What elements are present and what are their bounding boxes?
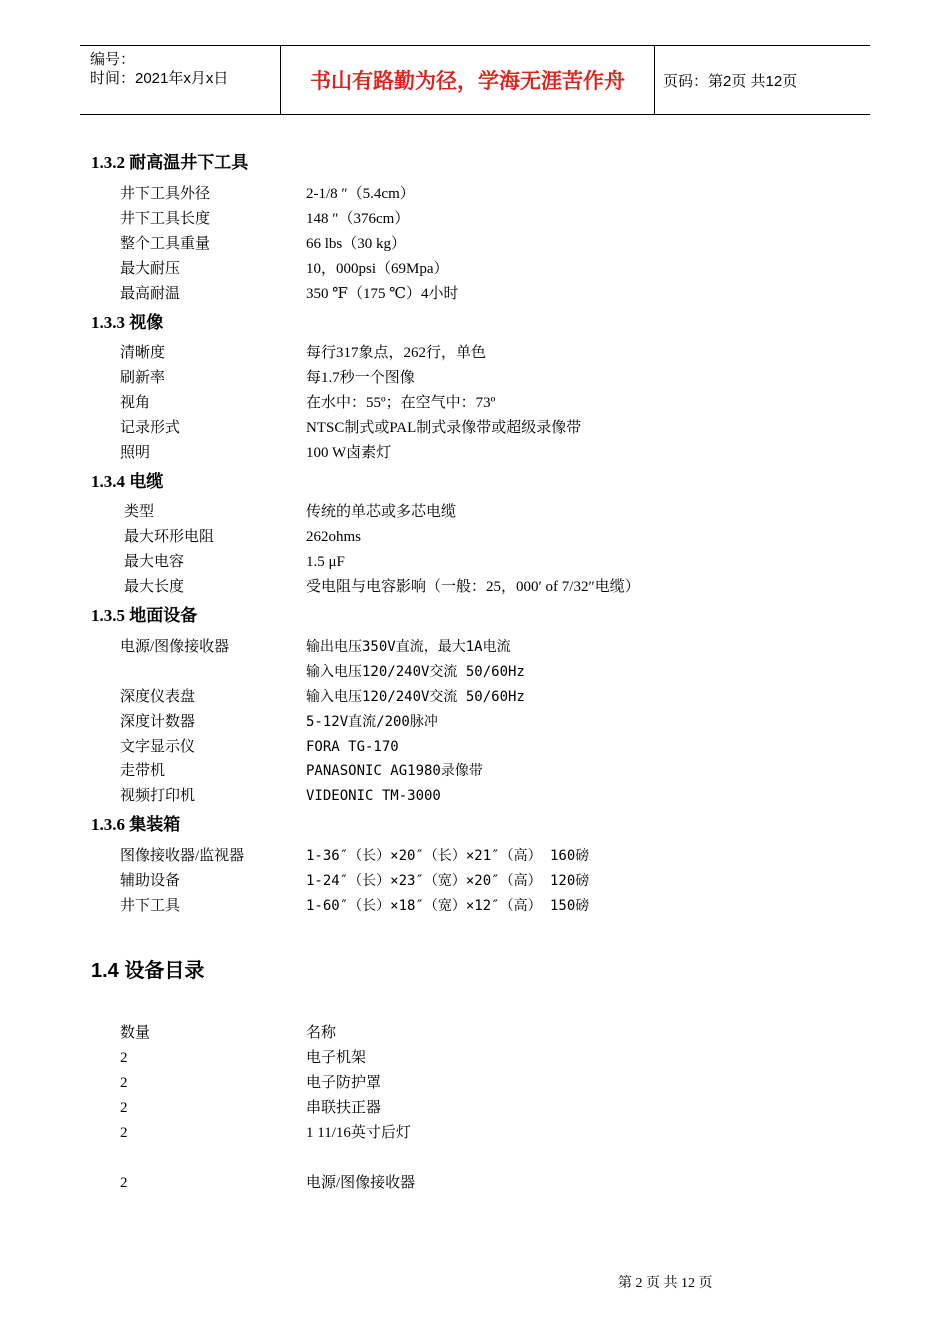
header-meta [80, 46, 281, 114]
equipment-name: 电源/图像接收器 [306, 1175, 416, 1191]
section-title-1-3-5: 1.3.5 地面设备 [91, 606, 198, 625]
spec-value: 262ohms [306, 529, 362, 545]
spec-label: 深度计数器 [120, 714, 196, 730]
column-header-name: 名称 [306, 1025, 337, 1041]
spec-row [120, 233, 840, 255]
spec-label: 最大环形电阻 [124, 529, 215, 545]
spec-row [124, 526, 844, 548]
spec-label: 井下工具 [120, 898, 181, 914]
spec-label: 井下工具外径 [120, 186, 211, 202]
spec-row [120, 870, 840, 892]
equipment-qty: 2 [120, 1050, 128, 1066]
spec-value: 1-36″（长）×20″（长）×21″（高） 160磅 [306, 848, 590, 864]
spec-row [120, 183, 840, 205]
spec-label: 类型 [124, 504, 155, 520]
section-title-1-3-2: 1.3.2 耐高温井下工具 [91, 153, 249, 172]
spec-value: 输入电压120/240V交流 50/60Hz [306, 664, 525, 680]
spec-label: 走带机 [120, 763, 166, 779]
spec-row [120, 636, 840, 658]
spec-row [120, 895, 840, 917]
spec-value: 传统的单芯或多芯电缆 [306, 504, 457, 520]
spec-row [120, 342, 840, 364]
section-title-1-3-4: 1.3.4 电缆 [91, 472, 164, 491]
spec-label: 刷新率 [120, 370, 166, 386]
spec-label: 清晰度 [120, 345, 166, 361]
spec-label: 最大长度 [124, 579, 185, 595]
equipment-row [120, 1072, 840, 1094]
column-header-qty: 数量 [120, 1025, 151, 1041]
spec-row [120, 785, 840, 807]
spec-value: 每1.7秒一个图像 [306, 370, 415, 386]
spec-row [120, 736, 840, 758]
spec-row [124, 551, 844, 573]
spec-row [124, 576, 844, 598]
spec-row [120, 760, 840, 782]
spec-row [120, 711, 840, 733]
page-footer: 第 2 页 共 12 页 [618, 1276, 713, 1291]
equipment-name: 电子防护罩 [306, 1075, 382, 1091]
number-label: 编号： [90, 51, 136, 68]
spec-row [120, 283, 840, 305]
spec-row [120, 442, 840, 464]
spec-value: 输出电压350V直流，最大1A电流 [306, 639, 511, 655]
spec-value: 受电阻与电容影响（一般：25，000′ of 7/32″电缆） [306, 579, 640, 595]
equipment-qty: 2 [120, 1125, 128, 1141]
header-motto: 书山有路勤为径，学海无涯苦作舟 [281, 46, 655, 114]
spec-label: 整个工具重量 [120, 236, 211, 252]
spec-label: 最高耐温 [120, 286, 181, 302]
spec-row [120, 258, 840, 280]
equipment-header-row [120, 1022, 840, 1044]
spec-value: 1.5 μF [306, 554, 345, 570]
spec-value: 100 W卤素灯 [306, 445, 392, 461]
spec-value: 1-24″（长）×23″（宽）×20″（高） 120磅 [306, 873, 590, 889]
header-page-info: 页码：第2页 共12页 [663, 72, 798, 90]
spec-row [120, 208, 840, 230]
spec-value: 148 ″（376cm） [306, 211, 410, 227]
spec-row [120, 417, 840, 439]
spec-label: 电源/图像接收器 [120, 639, 230, 655]
spec-label: 照明 [120, 445, 151, 461]
spec-value: 350 ℉（175 ℃）4小时 [306, 286, 459, 302]
section-title-1-3-3: 1.3.3 视像 [91, 313, 164, 332]
equipment-row [120, 1172, 840, 1194]
equipment-name: 串联扶正器 [306, 1100, 382, 1116]
equipment-row [120, 1097, 840, 1119]
spec-row [120, 661, 840, 683]
spec-value: 1-60″（长）×18″（宽）×12″（高） 150磅 [306, 898, 590, 914]
spec-value: 每行317象点，262行，单色 [306, 345, 487, 361]
spec-value: 66 lbs（30 kg） [306, 236, 407, 252]
equipment-name: 电子机架 [306, 1050, 367, 1066]
spec-row [120, 686, 840, 708]
spec-label: 记录形式 [120, 420, 181, 436]
section-title-1-3-6: 1.3.6 集装箱 [91, 815, 181, 834]
spec-label: 深度仪表盘 [120, 689, 196, 705]
spec-row [120, 367, 840, 389]
spec-value: PANASONIC AG1980录像带 [306, 763, 483, 779]
spec-label: 文字显示仪 [120, 739, 196, 755]
spec-value: 2-1/8 ″（5.4cm） [306, 186, 415, 202]
section-title-1-4: 1.4 设备目录 [91, 960, 205, 982]
spec-row [120, 392, 840, 414]
spec-label: 图像接收器/监视器 [120, 848, 245, 864]
time-label: 时间：2021年x月x日 [90, 70, 229, 87]
spec-label: 最大电容 [124, 554, 185, 570]
spec-label: 辅助设备 [120, 873, 181, 889]
spec-row [120, 845, 840, 867]
spec-value: 5-12V直流/200脉冲 [306, 714, 438, 730]
spec-value: 10，000psi（69Mpa） [306, 261, 449, 277]
equipment-qty: 2 [120, 1175, 128, 1191]
equipment-qty: 2 [120, 1100, 128, 1116]
equipment-name: 1 11/16英寸后灯 [306, 1125, 411, 1141]
spec-label: 视频打印机 [120, 788, 196, 804]
spec-label: 井下工具长度 [120, 211, 211, 227]
spec-row [124, 501, 844, 523]
spec-value: NTSC制式或PAL制式录像带或超级录像带 [306, 420, 582, 436]
spec-value: VIDEONIC TM-3000 [306, 788, 441, 804]
spec-label: 最大耐压 [120, 261, 181, 277]
equipment-row [120, 1122, 840, 1144]
page-header [80, 45, 870, 115]
spec-value: FORA TG-170 [306, 739, 399, 755]
spec-value: 输入电压120/240V交流 50/60Hz [306, 689, 525, 705]
spec-value: 在水中：55º；在空气中：73º [306, 395, 496, 411]
equipment-qty: 2 [120, 1075, 128, 1091]
spec-label: 视角 [120, 395, 151, 411]
equipment-row [120, 1047, 840, 1069]
